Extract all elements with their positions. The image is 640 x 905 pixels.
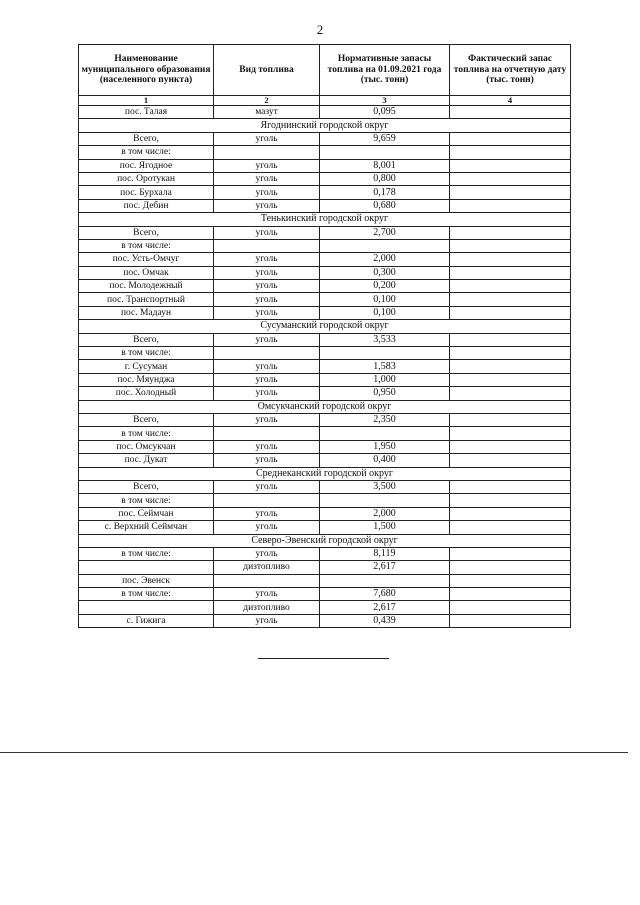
settlement-name: Всего, xyxy=(79,226,214,239)
fuel-reserves-table xyxy=(78,44,571,628)
column-number: 1 xyxy=(79,96,214,106)
region-title: Омсукчанский городской округ xyxy=(79,400,571,413)
column-number: 4 xyxy=(450,96,571,106)
region-header-row xyxy=(79,119,571,132)
table-row xyxy=(79,440,571,453)
normative-reserve xyxy=(320,427,450,440)
region-header-row xyxy=(79,534,571,547)
settlement-name: пос. Мадаун xyxy=(79,306,214,319)
table-row xyxy=(79,239,571,252)
actual-reserve xyxy=(450,480,571,493)
actual-reserve xyxy=(450,494,571,507)
settlement-name: в том числе: xyxy=(79,547,214,560)
fuel-type xyxy=(214,494,320,507)
actual-reserve xyxy=(450,280,571,293)
table-row xyxy=(79,588,571,601)
actual-reserve xyxy=(450,601,571,614)
normative-reserve: 7,680 xyxy=(320,588,450,601)
actual-reserve xyxy=(450,253,571,266)
settlement-name: пос. Ягодное xyxy=(79,159,214,172)
table-row xyxy=(79,507,571,520)
normative-reserve xyxy=(320,494,450,507)
settlement-name xyxy=(79,561,214,574)
actual-reserve xyxy=(450,159,571,172)
table-row xyxy=(79,253,571,266)
actual-reserve xyxy=(450,413,571,426)
normative-reserve: 1,583 xyxy=(320,360,450,373)
table-row xyxy=(79,172,571,185)
settlement-name: Всего, xyxy=(79,132,214,145)
fuel-type: уголь xyxy=(214,253,320,266)
fuel-type: уголь xyxy=(214,199,320,212)
column-number: 3 xyxy=(320,96,450,106)
settlement-name: пос. Усть-Омчуг xyxy=(79,253,214,266)
fuel-type: уголь xyxy=(214,507,320,520)
settlement-name: Всего, xyxy=(79,480,214,493)
table-row xyxy=(79,132,571,145)
table-header-row xyxy=(79,45,571,96)
normative-reserve: 0,200 xyxy=(320,280,450,293)
settlement-name: пос. Талая xyxy=(79,106,214,119)
settlement-name: с. Гижига xyxy=(79,614,214,627)
region-header-row xyxy=(79,320,571,333)
fuel-type: дизтопливо xyxy=(214,601,320,614)
fuel-type: уголь xyxy=(214,480,320,493)
normative-reserve: 0,100 xyxy=(320,293,450,306)
actual-reserve xyxy=(450,306,571,319)
region-header-row xyxy=(79,467,571,480)
region-title: Среднеканский городской округ xyxy=(79,467,571,480)
table-row xyxy=(79,601,571,614)
normative-reserve: 0,095 xyxy=(320,106,450,119)
fuel-type: уголь xyxy=(214,172,320,185)
table-row xyxy=(79,547,571,560)
settlement-name: пос. Омсукчан xyxy=(79,440,214,453)
fuel-type: уголь xyxy=(214,360,320,373)
fuel-type: дизтопливо xyxy=(214,561,320,574)
normative-reserve: 2,350 xyxy=(320,413,450,426)
fuel-type: уголь xyxy=(214,521,320,534)
actual-reserve xyxy=(450,454,571,467)
header-normative-reserve: Нормативные запасы топлива на 01.09.2021 года (тыс. тонн) xyxy=(320,45,450,96)
table-row xyxy=(79,306,571,319)
actual-reserve xyxy=(450,427,571,440)
normative-reserve: 0,800 xyxy=(320,172,450,185)
fuel-type: уголь xyxy=(214,413,320,426)
fuel-type: уголь xyxy=(214,306,320,319)
actual-reserve xyxy=(450,547,571,560)
normative-reserve: 2,000 xyxy=(320,507,450,520)
actual-reserve xyxy=(450,226,571,239)
normative-reserve: 8,119 xyxy=(320,547,450,560)
table-row xyxy=(79,106,571,119)
actual-reserve xyxy=(450,186,571,199)
table-row xyxy=(79,293,571,306)
table-row xyxy=(79,266,571,279)
actual-reserve xyxy=(450,146,571,159)
fuel-type: уголь xyxy=(214,293,320,306)
actual-reserve xyxy=(450,106,571,119)
settlement-name: пос. Омчак xyxy=(79,266,214,279)
table-row xyxy=(79,614,571,627)
actual-reserve xyxy=(450,347,571,360)
page-divider xyxy=(0,752,628,753)
fuel-type xyxy=(214,146,320,159)
normative-reserve: 9,659 xyxy=(320,132,450,145)
actual-reserve xyxy=(450,561,571,574)
normative-reserve: 2,617 xyxy=(320,601,450,614)
normative-reserve: 2,617 xyxy=(320,561,450,574)
actual-reserve xyxy=(450,387,571,400)
fuel-type: уголь xyxy=(214,186,320,199)
actual-reserve xyxy=(450,266,571,279)
region-title: Северо-Эвенский городской округ xyxy=(79,534,571,547)
column-number-row xyxy=(79,96,571,106)
normative-reserve xyxy=(320,574,450,587)
table-row xyxy=(79,413,571,426)
region-header-row xyxy=(79,213,571,226)
settlement-name: в том числе: xyxy=(79,239,214,252)
actual-reserve xyxy=(450,521,571,534)
normative-reserve xyxy=(320,347,450,360)
settlement-name: г. Сусуман xyxy=(79,360,214,373)
fuel-type: уголь xyxy=(214,387,320,400)
actual-reserve xyxy=(450,373,571,386)
settlement-name: пос. Эвенск xyxy=(79,574,214,587)
normative-reserve: 0,439 xyxy=(320,614,450,627)
table-row xyxy=(79,494,571,507)
settlement-name: с. Верхний Сеймчан xyxy=(79,521,214,534)
table-row xyxy=(79,360,571,373)
table-row xyxy=(79,521,571,534)
actual-reserve xyxy=(450,360,571,373)
fuel-type: уголь xyxy=(214,454,320,467)
fuel-type xyxy=(214,574,320,587)
fuel-type xyxy=(214,347,320,360)
settlement-name: Всего, xyxy=(79,413,214,426)
normative-reserve: 3,533 xyxy=(320,333,450,346)
normative-reserve: 1,000 xyxy=(320,373,450,386)
normative-reserve xyxy=(320,146,450,159)
fuel-type: уголь xyxy=(214,614,320,627)
header-municipality: Наименование муниципального образования (населенного пункта) xyxy=(79,45,214,96)
region-title: Тенькинский городской округ xyxy=(79,213,571,226)
table-row xyxy=(79,480,571,493)
signature-line xyxy=(258,658,389,659)
normative-reserve xyxy=(320,239,450,252)
fuel-type: уголь xyxy=(214,333,320,346)
actual-reserve xyxy=(450,614,571,627)
settlement-name: пос. Холодный xyxy=(79,387,214,400)
table-body xyxy=(79,106,571,628)
normative-reserve: 2,700 xyxy=(320,226,450,239)
settlement-name: пос. Молодежный xyxy=(79,280,214,293)
normative-reserve: 2,000 xyxy=(320,253,450,266)
actual-reserve xyxy=(450,293,571,306)
settlement-name: в том числе: xyxy=(79,427,214,440)
table-row xyxy=(79,347,571,360)
actual-reserve xyxy=(450,172,571,185)
fuel-type: уголь xyxy=(214,132,320,145)
table-row xyxy=(79,159,571,172)
normative-reserve: 0,100 xyxy=(320,306,450,319)
normative-reserve: 8,001 xyxy=(320,159,450,172)
table-row xyxy=(79,146,571,159)
table-row xyxy=(79,333,571,346)
actual-reserve xyxy=(450,440,571,453)
region-title: Ягоднинский городской округ xyxy=(79,119,571,132)
actual-reserve xyxy=(450,588,571,601)
table-row xyxy=(79,280,571,293)
normative-reserve: 0,400 xyxy=(320,454,450,467)
settlement-name: в том числе: xyxy=(79,588,214,601)
fuel-type: уголь xyxy=(214,588,320,601)
actual-reserve xyxy=(450,507,571,520)
fuel-type xyxy=(214,427,320,440)
fuel-type: уголь xyxy=(214,226,320,239)
fuel-type: мазут xyxy=(214,106,320,119)
table-row xyxy=(79,387,571,400)
actual-reserve xyxy=(450,574,571,587)
normative-reserve: 0,950 xyxy=(320,387,450,400)
actual-reserve xyxy=(450,333,571,346)
fuel-type xyxy=(214,239,320,252)
table-row xyxy=(79,574,571,587)
page-number: 2 xyxy=(316,22,324,37)
region-header-row xyxy=(79,400,571,413)
fuel-type: уголь xyxy=(214,280,320,293)
table-row xyxy=(79,454,571,467)
normative-reserve: 1,500 xyxy=(320,521,450,534)
settlement-name: пос. Дукат xyxy=(79,454,214,467)
fuel-type: уголь xyxy=(214,547,320,560)
table-row xyxy=(79,186,571,199)
settlement-name: в том числе: xyxy=(79,146,214,159)
settlement-name xyxy=(79,601,214,614)
fuel-type: уголь xyxy=(214,266,320,279)
settlement-name: пос. Оротукан xyxy=(79,172,214,185)
normative-reserve: 1,950 xyxy=(320,440,450,453)
actual-reserve xyxy=(450,199,571,212)
header-actual-reserve: Фактический запас топлива на отчетную дату (тыс. тонн) xyxy=(450,45,571,96)
actual-reserve xyxy=(450,239,571,252)
settlement-name: Всего, xyxy=(79,333,214,346)
settlement-name: в том числе: xyxy=(79,494,214,507)
region-title: Сусуманский городской округ xyxy=(79,320,571,333)
actual-reserve xyxy=(450,132,571,145)
header-fuel-type: Вид топлива xyxy=(214,45,320,96)
normative-reserve: 0,178 xyxy=(320,186,450,199)
settlement-name: пос. Дебин xyxy=(79,199,214,212)
settlement-name: пос. Мяунджа xyxy=(79,373,214,386)
table-row xyxy=(79,561,571,574)
table-row xyxy=(79,373,571,386)
settlement-name: пос. Транспортный xyxy=(79,293,214,306)
column-number: 2 xyxy=(214,96,320,106)
table-row xyxy=(79,226,571,239)
table-row xyxy=(79,427,571,440)
normative-reserve: 3,500 xyxy=(320,480,450,493)
settlement-name: пос. Сеймчан xyxy=(79,507,214,520)
settlement-name: в том числе: xyxy=(79,347,214,360)
settlement-name: пос. Бурхала xyxy=(79,186,214,199)
fuel-type: уголь xyxy=(214,159,320,172)
fuel-type: уголь xyxy=(214,440,320,453)
normative-reserve: 0,300 xyxy=(320,266,450,279)
fuel-type: уголь xyxy=(214,373,320,386)
normative-reserve: 0,680 xyxy=(320,199,450,212)
table-row xyxy=(79,199,571,212)
